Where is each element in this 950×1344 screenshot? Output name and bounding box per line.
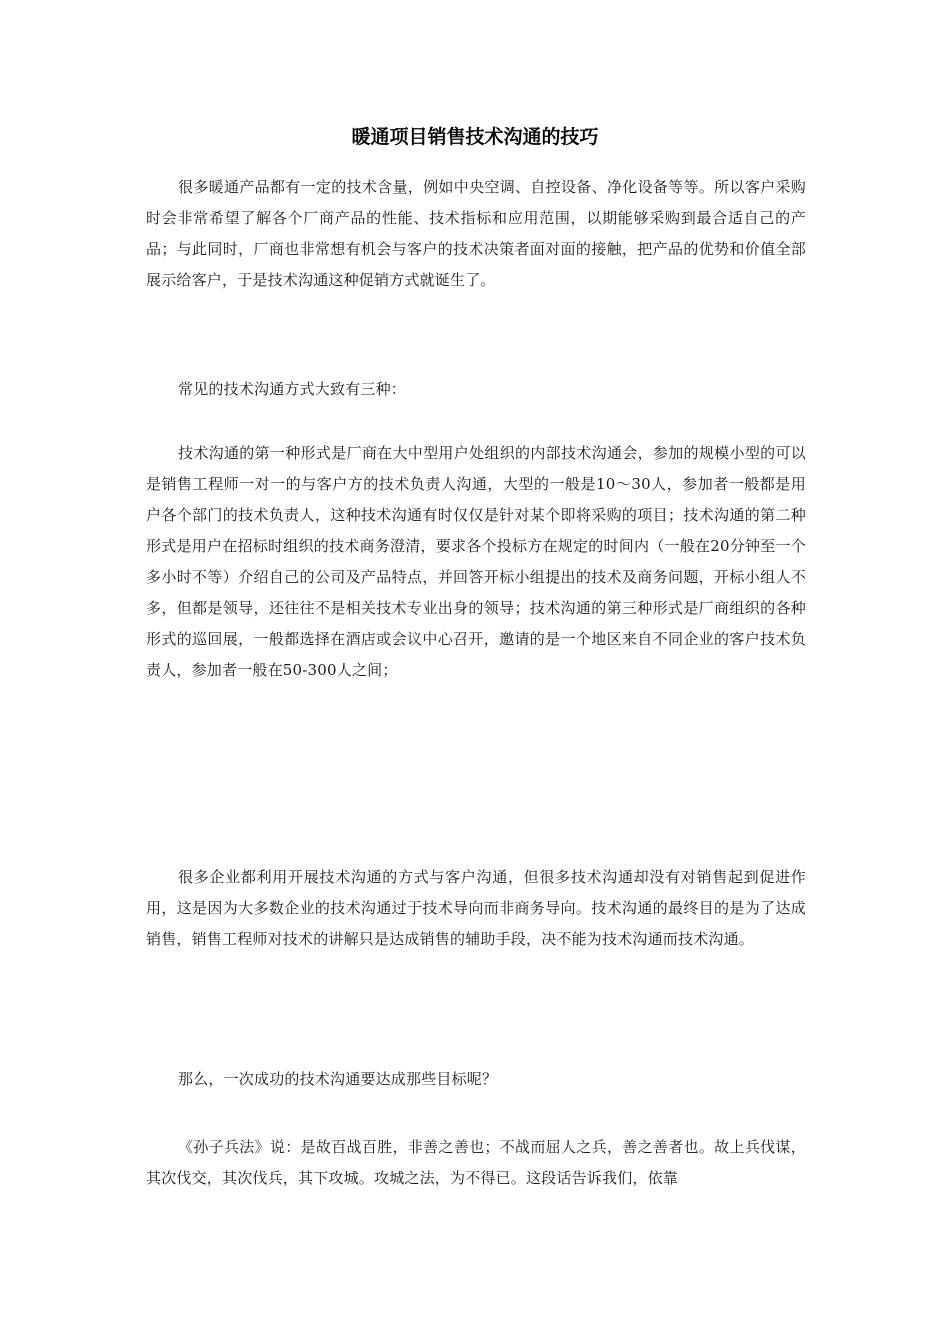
paragraph-question: 那么，一次成功的技术沟通要达成那些目标呢？: [178, 1070, 498, 1088]
paragraph-intro: 很多暖通产品都有一定的技术含量，例如中央空调、自控设备、净化设备等等。所以客户采购时会非常希望了解各个厂商产品的性能、技术指标和应用范围，以期能够采购到最合适自己的产品；与此同时，厂商也非常想有机会与客户的技术决策者面对面的接触，把产品的优势和价值全部展示给客户，于是技术沟通这种促销方式就诞生了。: [146, 178, 806, 289]
document-title: 暖通项目销售技术沟通的技巧: [351, 126, 599, 148]
paragraph-sales-orientation: 很多企业都利用开展技术沟通的方式与客户沟通，但很多技术沟通却没有对销售起到促进作用，这是因为大多数企业的技术沟通过于技术导向而非商务导向。技术沟通的最终目的是为了达成销售，销售工程师对技术的讲解只是达成销售的辅助手段，决不能为技术沟通而技术沟通。: [146, 868, 806, 948]
paragraph-methods-heading: 常见的技术沟通方式大致有三种：: [178, 380, 407, 398]
paragraph-sunzi-quote: 《孙子兵法》说：是故百战百胜，非善之善也；不战而屈人之兵，善之善者也。故上兵伐谋，其次伐交，其次伐兵，其下攻城。攻城之法，为不得已。这段话告诉我们，依靠: [146, 1138, 806, 1187]
paragraph-three-methods: 技术沟通的第一种形式是厂商在大中型用户处组织的内部技术沟通会，参加的规模小型的可以是销售工程师一对一的与客户方的技术负责人沟通，大型的一般是10～30人，参加者一般都是用户各个部门的技术负责人，这种技术沟通有时仅仅是针对某个即将采购的项目；技术沟通的第二种形式是用户在招标时组织的技术商务澄清，要求各个投标方在规定的时间内（一般在20分钟至一个多小时不等）介绍自己的公司及产品特点，并回答开标小组提出的技术及商务问题，开标小组人不多，但都是领导，还往往不是相关技术专业出身的领导；技术沟通的第三种形式是厂商组织的各种形式的巡回展，一般都选择在酒店或会议中心召开，邀请的是一个地区来自不同企业的客户技术负责人，参加者一般在50-300人之间；: [146, 444, 806, 679]
